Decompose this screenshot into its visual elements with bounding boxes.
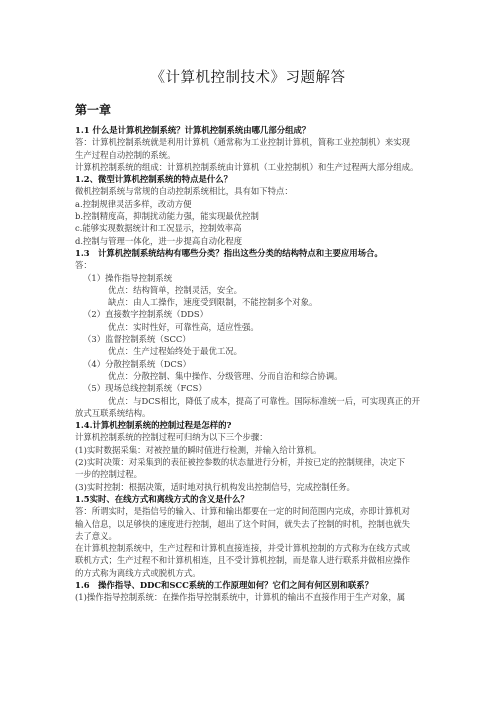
document-title: 《计算机控制技术》习题解答 — [150, 70, 346, 86]
body-line: 一步的控制过程。 — [75, 469, 142, 480]
body-line: 联机方式；生产过程不和计算机相连，且不受计算机控制，而是靠人进行联系并做相应操作 — [75, 555, 410, 566]
body-line: 微机控制系统与常规的自动控制系统相比，具有如下特点： — [75, 186, 293, 197]
list-detail: 优点：分散控制、集中操作、分级管理、分而自治和综合协调。 — [108, 370, 343, 381]
body-line: 答： — [75, 260, 92, 271]
question-heading: 1.4.计算机控制系统的控制过程是怎样的? — [75, 420, 232, 431]
body-line: c.能够实现数据统计和工况显示，控制效率高 — [75, 223, 242, 234]
body-line: 计算机控制系统的控制过程可归纳为以下三个步骤： — [75, 432, 268, 443]
list-item: （4）分散控制系统（DCS） — [83, 358, 191, 369]
body-line: 生产过程自动控制的系统。 — [75, 149, 176, 160]
body-line: 的方式称为离线方式或脱机方式。 — [75, 567, 201, 578]
body-line: a.控制规律灵活多样，改动方便 — [75, 198, 192, 209]
list-item: （3）监督控制系统（SCC） — [83, 334, 191, 345]
body-line: 输入信息，以足够快的速度进行控制，超出了这个时间，就失去了控制的时机，控制也就失 — [75, 518, 410, 529]
body-line: (2)实时决策：对采集到的表征被控参数的状态量进行分析，并按已定的控制规律，决定下 — [75, 457, 406, 468]
list-detail: 优点：与DCS相比，降低了成本，提高了可靠性。国际标准统一后，可实现真正的开 — [108, 395, 420, 406]
body-line: 放式互联系统结构。 — [75, 407, 151, 418]
question-heading: 1.1 什么是计算机控制系统？计算机控制系统由哪几部分组成？ — [75, 125, 311, 135]
list-detail: 优点：实时性好，可靠性高，适应性强。 — [108, 321, 259, 332]
list-detail: 缺点：由人工操作，速度受到限制，不能控制多个对象。 — [108, 297, 318, 308]
body-line: (1)实时数据采集：对被控量的瞬时值进行检测，并输入给计算机。 — [75, 444, 322, 455]
body-line: 去了意义。 — [75, 530, 117, 541]
body-line: (1)操作指导控制系统：在操作指导控制系统中，计算机的输出不直接作用于生产对象，属 — [75, 592, 406, 603]
body-line: 计算机控制系统的组成：计算机控制系统由计算机（工业控制机）和生产过程两大部分组成。 — [75, 161, 419, 172]
body-line: 答：计算机控制系统就是利用计算机（通常称为工业控制计算机，简称工业控制机）来实现 — [75, 137, 410, 148]
list-detail: 优点：结构简单，控制灵活，安全。 — [108, 284, 242, 295]
question-heading: 1.3 计算机控制系统结构有哪些分类？指出这些分类的结构特点和主要应用场合。 — [75, 247, 383, 258]
chapter-heading: 第一章 — [75, 103, 112, 117]
body-line: b.控制精度高，抑制扰动能力强，能实现最优控制 — [75, 211, 259, 222]
question-heading: 1.2、微型计算机控制系统的特点是什么？ — [75, 174, 232, 185]
list-item: （2）直接数字控制系统（DDS） — [83, 309, 208, 320]
body-line: d.控制与管理一体化，进一步提高自动化程度 — [75, 235, 243, 246]
question-heading: 1.6 操作指导、DDC和SCC系统的工作原理如何？它们之间有何区别和联系？ — [75, 579, 374, 590]
list-detail: 优点：生产过程始终处于最优工况。 — [108, 346, 242, 357]
body-line: 答：所谓实时，是指信号的输入、计算和输出都要在一定的时间范围内完成，亦即计算机对 — [75, 506, 410, 517]
list-item: （1）操作指导控制系统 — [83, 272, 173, 283]
list-item: （5）现场总线控制系统（FCS） — [83, 383, 207, 394]
document-body — [75, 124, 423, 604]
body-line: (3)实时控制：根据决策，适时地对执行机构发出控制信号，完成控制任务。 — [75, 481, 355, 492]
body-line: 在计算机控制系统中，生产过程和计算机直接连接，并受计算机控制的方式称为在线方式或 — [75, 543, 410, 554]
question-heading: 1.5实时、在线方式和离线方式的含义是什么？ — [75, 493, 249, 504]
